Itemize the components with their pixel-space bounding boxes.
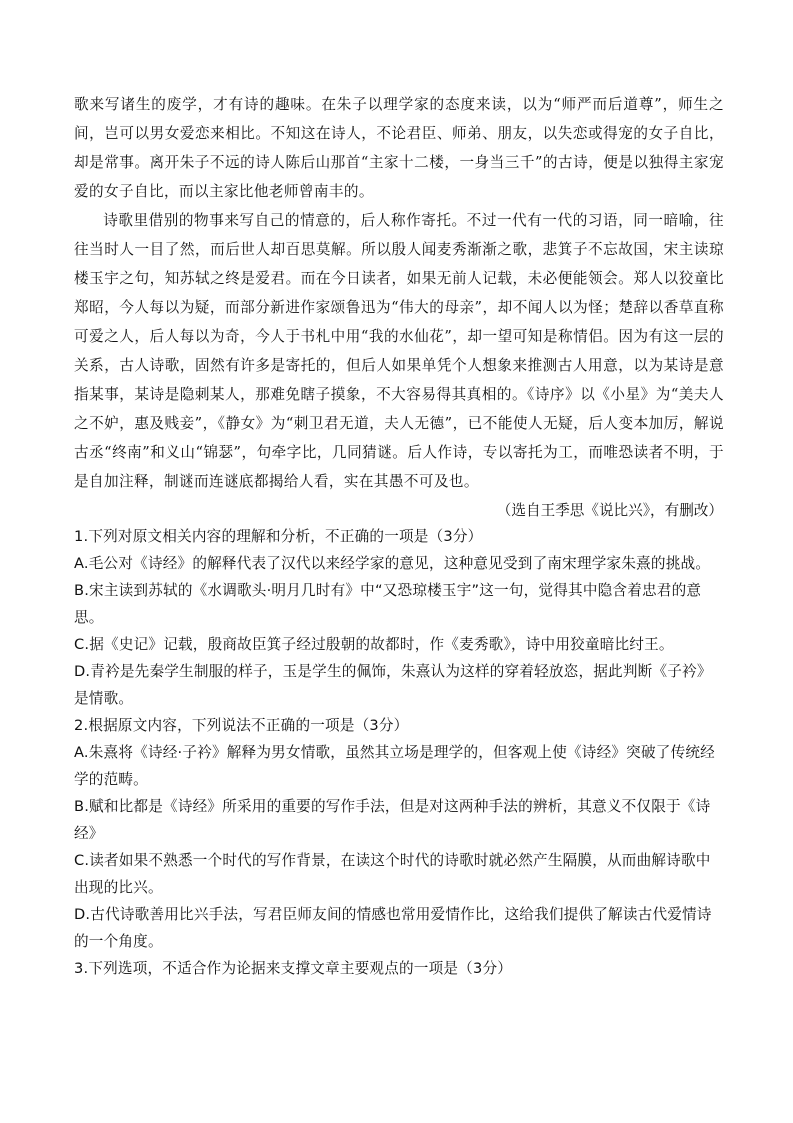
passage-paragraph-2: 诗歌里借别的物事来写自己的情意的，后人称作寄托。不过一代有一代的习语，同一暗喻，往往当时人一目了然，而后世人却百思莫解。所以殷人闻麦秀渐渐之歌，悲箕子不忘故国，宋主读琼楼玉宇之句，知苏轼之终是爱君。而在今日读者，如果无前人记载，未必便能领会。郑人以狡童比郑昭，今人每以为疑，而部分新进作家颂鲁迅为“伟大的母亲”，却不闻人以为怪；楚辞以香草直称可爱之人，后人每以为奇，今人于书札中用“我的水仙花”，却一望可知是称情侣。因为有这一层的关系，古人诗歌，固然有许多是寄托的，但后人如果单凭个人想象来推测古人用意，以为某诗是意指某事，某诗是隐刺某人，那难免瞎子摸象，不大容易得其真相的。《诗序》以《小星》为“美夫人之不妒，惠及贱妾”，《静女》为“刺卫君无道，夫人无德”，已不能使人无疑，后人变本加厉，解说古丞“终南”和义山“锦瑟”，句牵字比，几同猜谜。后人作诗，专以寄托为工，而唯恐读者不明，于是自加注释，制谜而连谜底都揭给人看，实在其愚不可及也。 (74, 212, 724, 490)
question-1-stem: 1.下列对原文相关内容的理解和分析，不正确的一项是（3分） (74, 528, 483, 545)
question-2-option-c: C.读者如果不熟悉一个时代的写作背景，在读这个时代的诗歌时就必然产生隔膜，从而曲解诗歌中出现的比兴。 (74, 852, 711, 896)
question-2-option-d: D.古代诗歌善用比兴手法，写君臣师友间的情感也常用爱情作比，这给我们提供了解读古代爱情诗的一个角度。 (74, 906, 712, 950)
passage-paragraph-1: 歌来写诸生的废学，才有诗的趣味。在朱子以理学家的态度来读，以为“师严而后道尊”，师生之间，岂可以男女爱恋来相比。不知这在诗人，不论君臣、师弟、朋友，以失恋或得宠的女子自比，却是常事。离开朱子不远的诗人陈后山那首“主家十二楼，一身当三千”的古诗，便是以独得主家宠爱的女子自比，而以主家比他老师曾南丰的。 (74, 96, 724, 200)
question-2-option-a: A.朱熹将《诗经·子衿》解释为男女情歌，虽然其立场是理学的，但客观上使《诗经》突破了传统经学的范畴。 (74, 744, 715, 788)
passage-source: （选自王季思《说比兴》，有删改） (496, 502, 723, 519)
question-2-stem: 2.根据原文内容，下列说法不正确的一项是（3分） (74, 717, 409, 734)
question-1-option-c: C.据《史记》记载，殷商故臣箕子经过殷朝的故都时，作《麦秀歌》，诗中用狡童暗比纣王。 (74, 636, 674, 653)
question-1-option-b: B.宋主读到苏轼的《水调歌头·明月几时有》中“又恐琼楼玉宇”这一句，觉得其中隐含着忠君的意思。 (74, 582, 702, 626)
question-1-option-d: D.青衿是先秦学生制服的样子，玉是学生的佩饰，朱熹认为这样的穿着轻放恣，据此判断《子衿》是情歌。 (74, 663, 712, 707)
question-list (74, 523, 722, 982)
question-3-stem: 3.下列选项，不适合作为论据来支撑文章主要观点的一项是（3分） (74, 960, 513, 977)
question-1-option-a: A.毛公对《诗经》的解释代表了汉代以来经学家的意见，这种意见受到了南宋理学家朱熹的挑战。 (74, 555, 711, 572)
reading-passage (74, 90, 724, 496)
question-2-option-b: B.赋和比都是《诗经》所采用的重要的写作手法，但是对这两种手法的辨析，其意义不仅限于《诗经》 (74, 798, 711, 842)
